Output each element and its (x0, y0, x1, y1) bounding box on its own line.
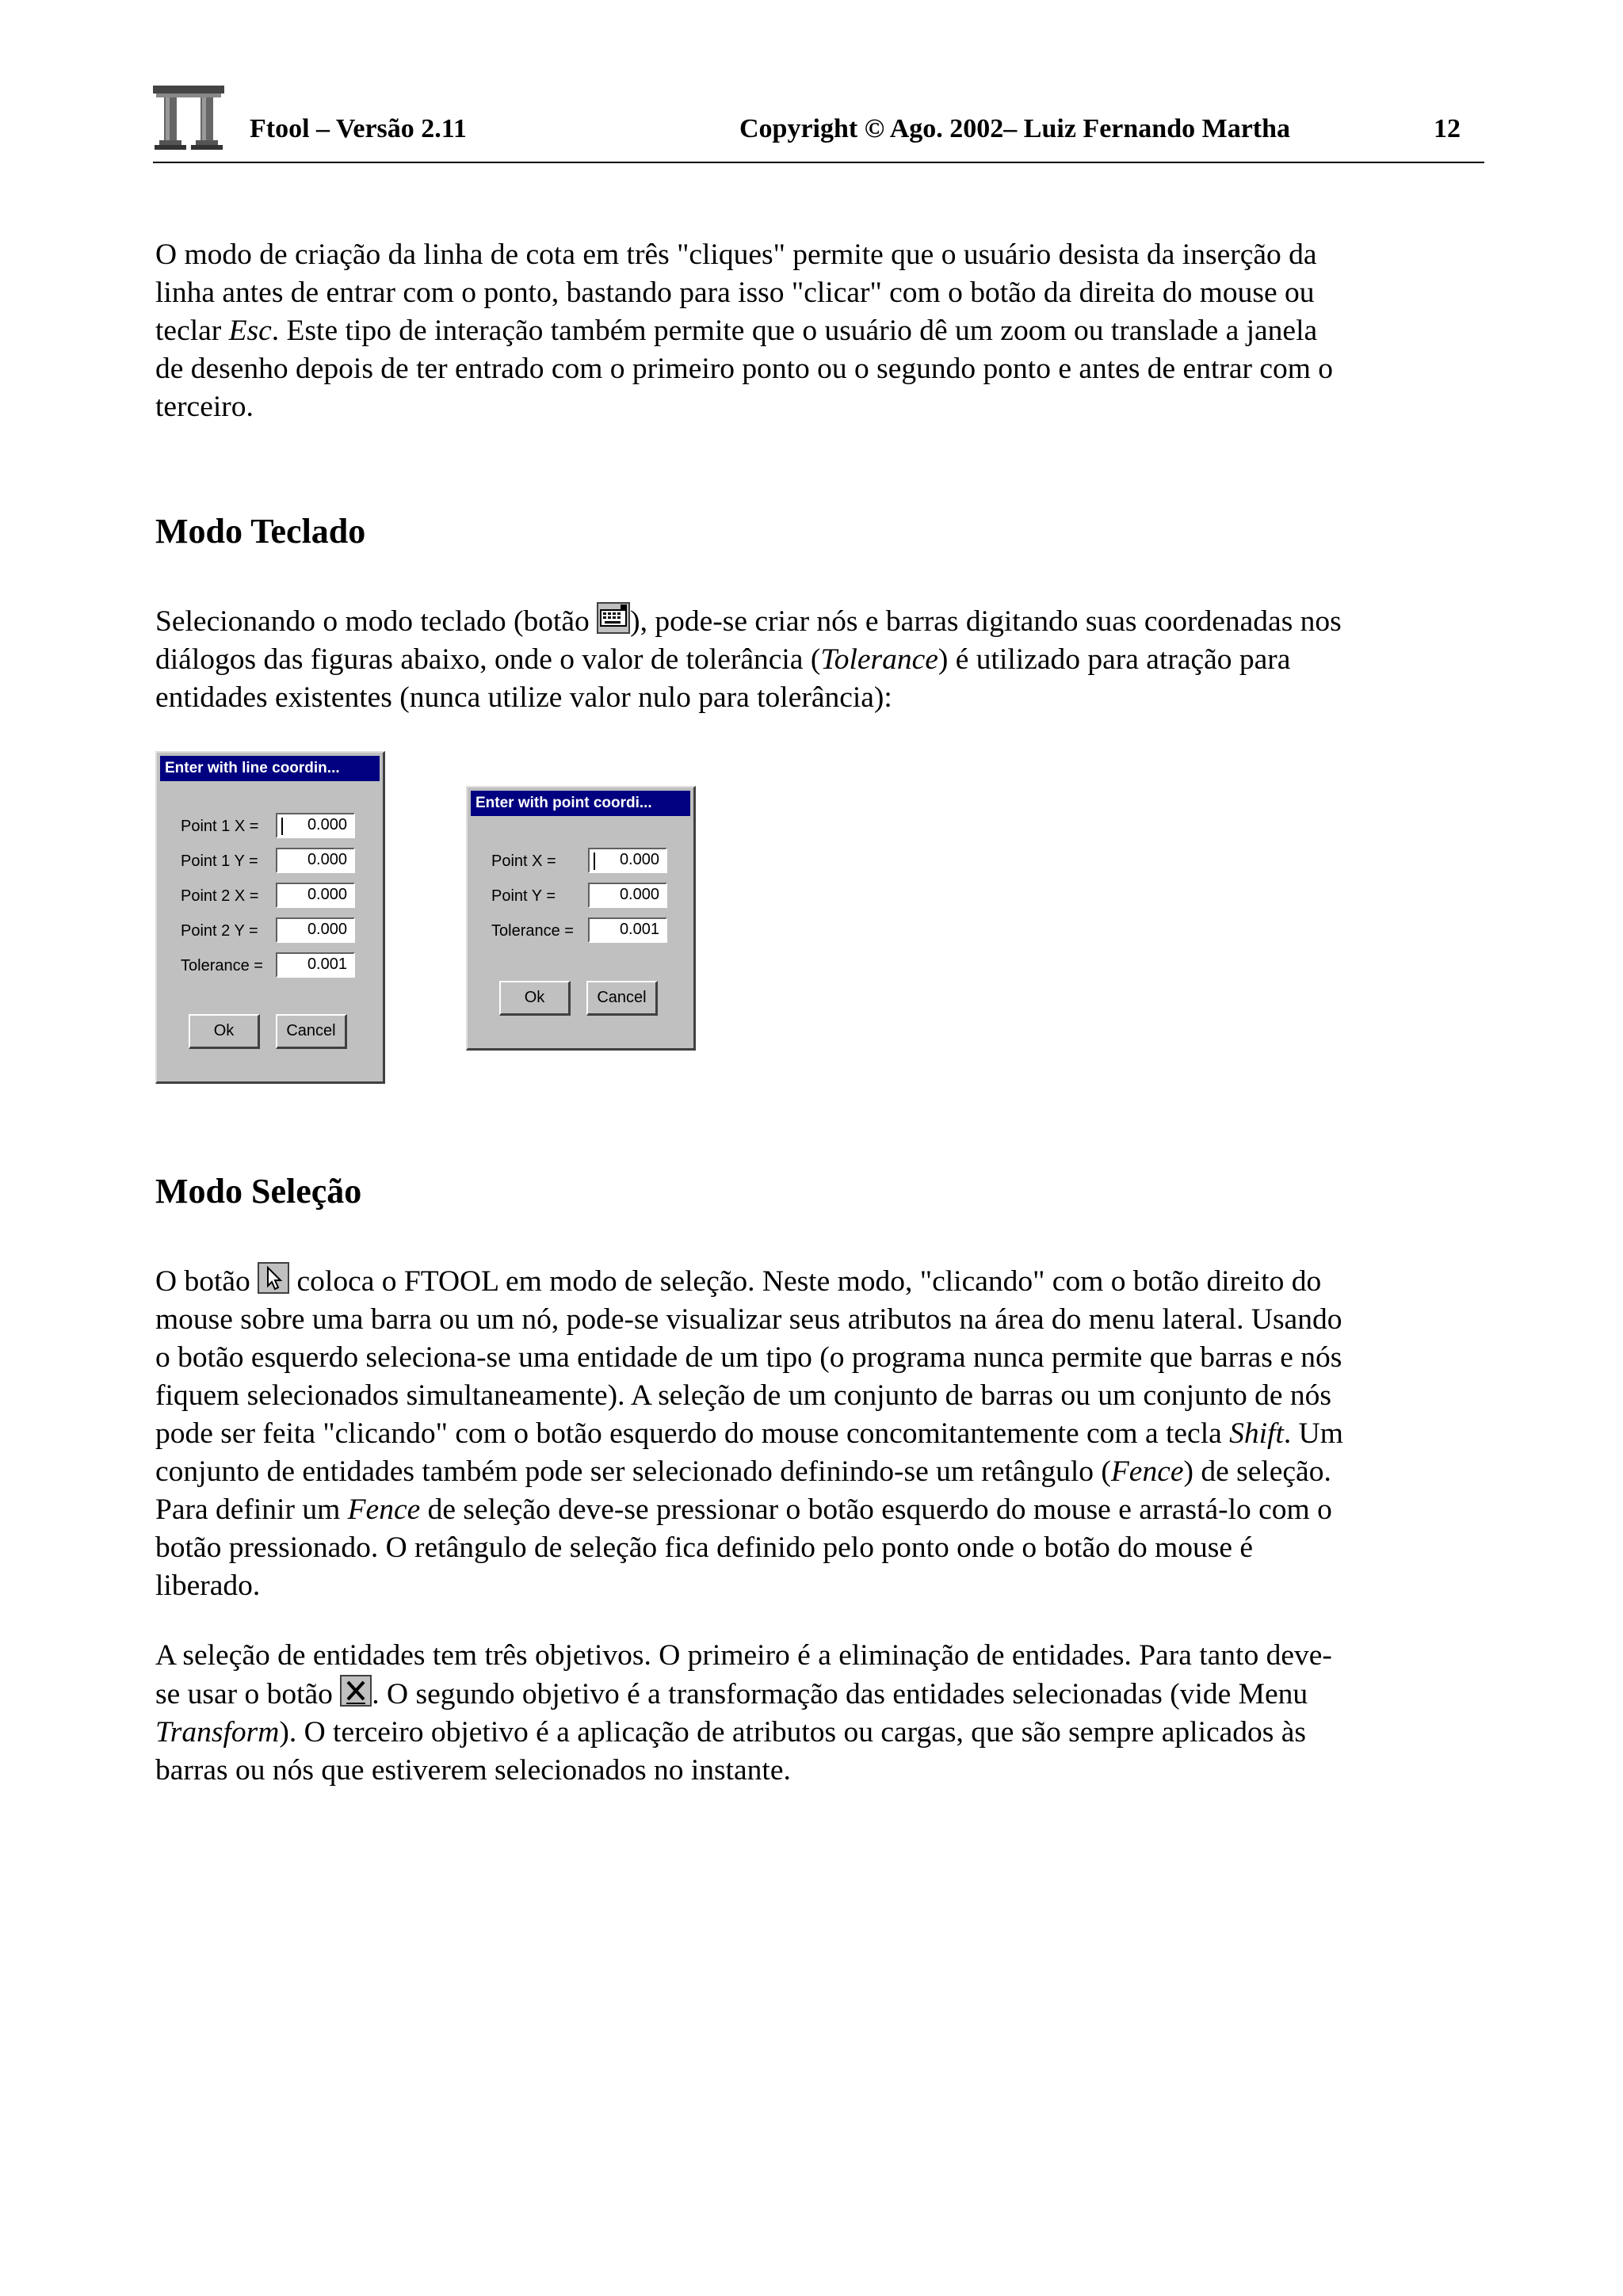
text-run: . O segundo objetivo é a transformação das entidades selecionadas (vide Menu (372, 1678, 1308, 1711)
intro-paragraph (155, 236, 1479, 426)
text-run: . Um (1283, 1417, 1343, 1450)
section-heading-selection: Modo Seleção (155, 1172, 362, 1211)
delete-x-icon (340, 1675, 372, 1707)
page-number: 12 (1434, 114, 1461, 143)
emphasis: Fence (1110, 1455, 1184, 1488)
text-line: fiquem selecionados simultaneamente). A seleção de um conjunto de barras ou um conjunto de nós (155, 1379, 1331, 1412)
field-label: Point 2 X = (181, 887, 259, 905)
text-run: coloca o FTOOL em modo de seleção. Neste modo, "clicando" com o botão direito do (289, 1265, 1322, 1298)
text-line: liberado. (155, 1569, 261, 1602)
field-label: Point 1 X = (181, 818, 259, 835)
select-arrow-icon (258, 1262, 289, 1294)
emphasis: Tolerance (820, 643, 938, 676)
text-line (155, 1453, 1479, 1491)
field-label: Tolerance = (491, 922, 574, 940)
point-x-input[interactable] (588, 848, 667, 873)
point-coordinates-dialog (466, 786, 696, 1051)
text-line (155, 1262, 1479, 1301)
text-run: conjunto de entidades também pode ser selecionado definindo-se um retângulo ( (155, 1455, 1111, 1488)
text-run: Selecionando o modo teclado (botão (155, 605, 598, 638)
text-run: ). O terceiro objetivo é a aplicação de atributos ou cargas, que são sempre aplicados às (279, 1716, 1307, 1749)
text-run: diálogos das figuras abaixo, onde o valor de tolerância ( (155, 643, 821, 676)
text-cursor (281, 818, 283, 835)
emphasis: Shift (1229, 1417, 1284, 1450)
section-heading-keyboard: Modo Teclado (155, 512, 366, 551)
text-run: teclar (155, 315, 229, 347)
text-line: entidades existentes (nunca utilize valor nulo para tolerância): (155, 681, 892, 714)
input-value: 0.000 (307, 816, 347, 833)
text-line: o botão esquerdo seleciona-se uma entidade de um tipo (o programa nunca permite que barras e nós (155, 1341, 1342, 1374)
text-run: ), pode-se criar nós e barras digitando suas coordenadas nos (630, 605, 1342, 638)
text-line: mouse sobre uma barra ou um nó, pode-se visualizar seus atributos na área do menu lateral. Usando (155, 1303, 1342, 1336)
emphasis: Fence (347, 1493, 421, 1526)
field-label: Tolerance = (181, 957, 263, 974)
selection-paragraph-1 (155, 1262, 1479, 1605)
input-value: 0.000 (619, 851, 659, 868)
page-header (153, 79, 1484, 166)
text-line: O modo de criação da linha de cota em três "cliques" permite que o usuário desista da inserção da (155, 238, 1317, 271)
ok-button[interactable]: Ok (189, 1014, 260, 1049)
text-line (155, 1675, 1479, 1714)
field-label: Point Y = (491, 887, 556, 905)
text-run: ) de seleção. (1183, 1455, 1331, 1488)
text-run: . Este tipo de interação também permite que o usuário dê um zoom ou translade a janela (271, 315, 1318, 347)
text-line (155, 1714, 1479, 1752)
tolerance-input[interactable]: 0.001 (588, 917, 667, 943)
point1-x-input[interactable] (276, 813, 355, 838)
text-line: linha antes de entrar com o ponto, bastando para isso "clicar" com o botão da direita do mouse ou (155, 277, 1315, 309)
header-copyright: Copyright © Ago. 2002– Luiz Fernando Martha (739, 114, 1291, 143)
text-run: ) é utilizado para atração para (938, 643, 1291, 676)
point-y-input[interactable]: 0.000 (588, 883, 667, 908)
selection-paragraph-2 (155, 1637, 1479, 1790)
cancel-button[interactable]: Cancel (586, 981, 658, 1016)
text-run: de seleção deve-se pressionar o botão esquerdo do mouse e arrastá-lo com o (420, 1493, 1332, 1526)
text-line (155, 1415, 1479, 1453)
text-line (155, 1491, 1479, 1529)
text-run: pode ser feita "clicando" com o botão esquerdo do mouse concomitantemente com a tecla (155, 1417, 1230, 1450)
header-rule (153, 162, 1484, 163)
pi-columns-logo-icon (153, 86, 224, 151)
text-line: botão pressionado. O retângulo de seleção fica definido pelo ponto onde o botão do mouse é (155, 1531, 1254, 1564)
tolerance-input[interactable]: 0.001 (276, 952, 355, 978)
text-line (155, 312, 1479, 350)
text-run: O botão (155, 1265, 258, 1298)
text-run: se usar o botão (155, 1678, 341, 1711)
text-line (155, 602, 1479, 641)
emphasis: Transform (155, 1716, 280, 1749)
text-cursor (594, 852, 595, 870)
dialog-title: Enter with point coordi... (471, 791, 690, 816)
text-run: Para definir um (155, 1493, 348, 1526)
text-line: de desenho depois de ter entrado com o primeiro ponto ou o segundo ponto e antes de entrar com o (155, 353, 1334, 385)
field-label: Point X = (491, 852, 556, 870)
text-line: barras ou nós que estiverem selecionados no instante. (155, 1754, 791, 1787)
point1-y-input[interactable]: 0.000 (276, 848, 355, 873)
point2-x-input[interactable]: 0.000 (276, 883, 355, 908)
header-title: Ftool – Versão 2.11 (250, 114, 467, 143)
text-line: terceiro. (155, 391, 254, 423)
ok-button[interactable]: Ok (499, 981, 571, 1016)
dialog-title: Enter with line coordin... (160, 756, 380, 781)
field-label: Point 1 Y = (181, 852, 258, 870)
text-line: A seleção de entidades tem três objetivos. O primeiro é a eliminação de entidades. Para tanto deve- (155, 1639, 1332, 1672)
cancel-button[interactable]: Cancel (276, 1014, 347, 1049)
emphasis: Esc (228, 315, 272, 347)
keyboard-paragraph (155, 602, 1479, 717)
line-coordinates-dialog (155, 751, 385, 1084)
field-label: Point 2 Y = (181, 922, 258, 940)
keyboard-icon (597, 602, 630, 634)
text-line (155, 641, 1479, 679)
point2-y-input[interactable]: 0.000 (276, 917, 355, 943)
